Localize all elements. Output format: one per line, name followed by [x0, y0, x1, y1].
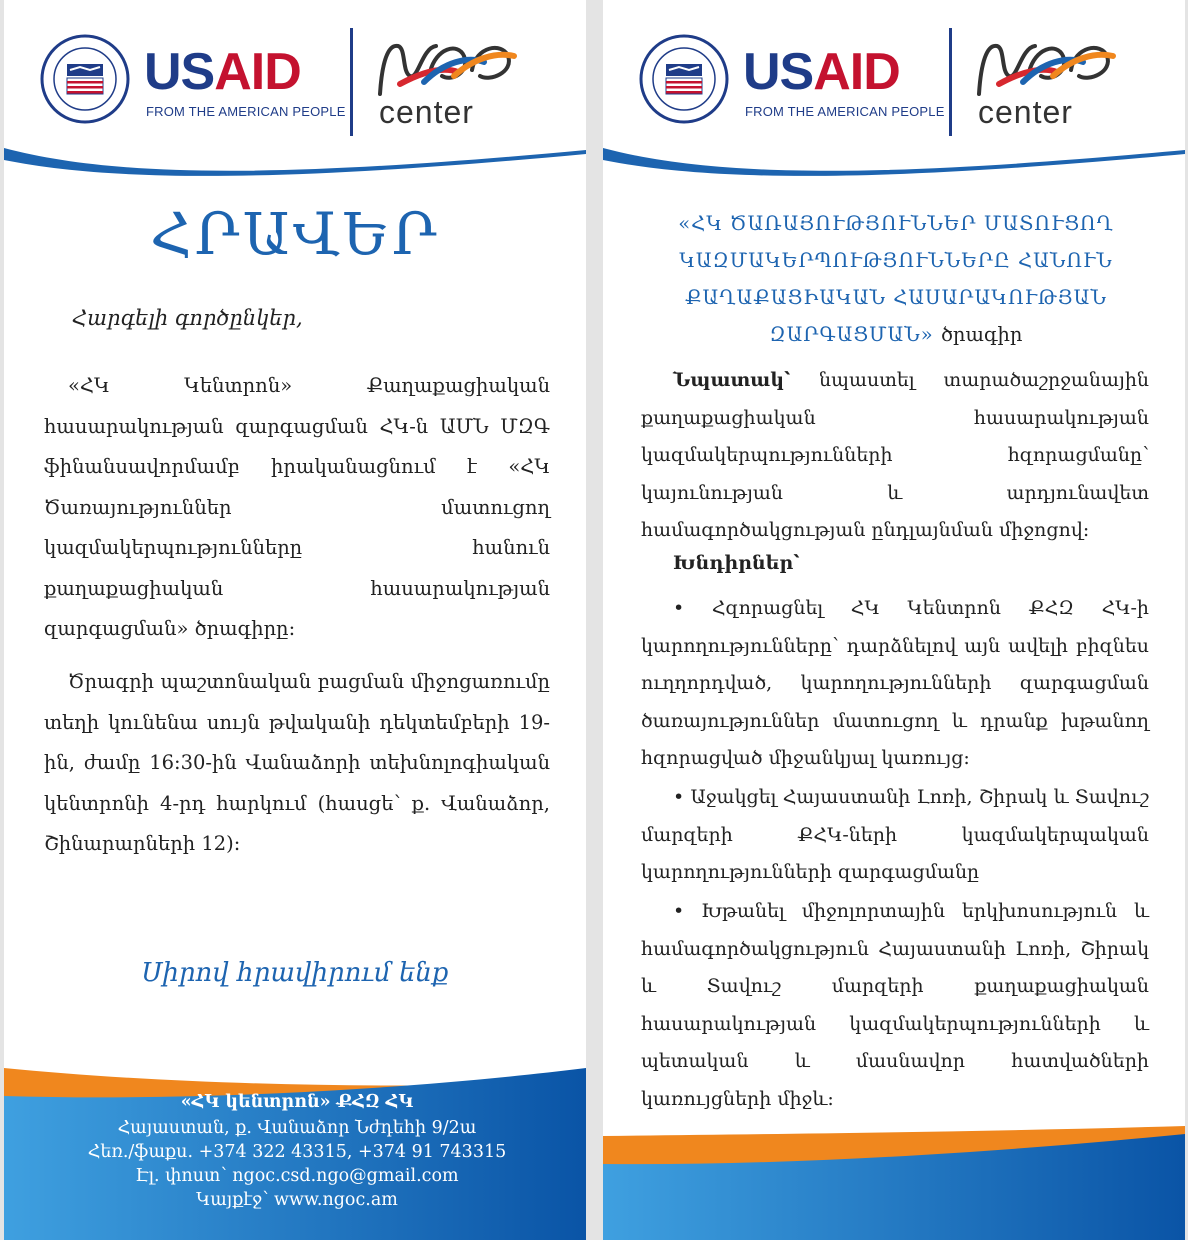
tasks-heading: Խնդիրներ՝	[673, 552, 800, 574]
logo-divider	[350, 28, 353, 136]
ngo-center-wordmark: center	[379, 94, 474, 130]
contact-block	[44, 1090, 550, 1212]
contact-email[interactable]: Էլ. փոստ՝ ngoc.csd.ngo@gmail.com	[135, 1166, 459, 1186]
header-wave	[4, 140, 586, 180]
program-title-suffix: ծրագիր	[940, 323, 1023, 346]
program-title-text: «ՀԿ ԾԱՌԱՅՈՒԹՅՈՒՆՆԵՐ ՄԱՏՈՒՑՈՂ ԿԱԶՄԱԿԵՐՊՈՒԹՅՈՒՆՆԵՐԸ ՀԱՆՈՒՆ ՔԱՂԱՔԱՑԻԱԿԱՆ ՀԱՍԱՐԱԿՈՒԹՅԱՆ ԶԱՐԳԱՑՄԱՆ»	[678, 212, 1114, 346]
header-wave	[603, 140, 1185, 180]
usaid-tagline: FROM THE AMERICAN PEOPLE	[146, 104, 346, 119]
greeting: Հարգելի գործընկեր,	[72, 306, 303, 330]
contact-phone: Հեռ./ֆաքս. +374 322 43315, +374 91 743315	[87, 1142, 507, 1162]
event-paragraph: Ծրագրի պաշտոնական բացման միջոցառումը տեղի կունենա սույն թվականի դեկտեմբերի 19-ին, ժամը 16:30-ին Վանաձորի տեխնոլոգիական կենտրոնի 4-րդ հարկում (հասցե՝ ք. Վանաձոր, Շինարարների 12):	[44, 670, 550, 855]
usaid-wordmark: USAID	[743, 43, 900, 101]
footer-wave	[603, 1126, 1185, 1240]
contact-org: «ՀԿ կենտրոն» ՔՀԶ ՀԿ	[180, 1092, 414, 1112]
task-item: • Աջակցել Հայաստանի Լոռի, Շիրակ և Տավուշ մարզերի ՔՀԿ-ների կազմակերպական կարողությունների զարգացմանը	[641, 786, 1150, 883]
logo-divider	[949, 28, 952, 136]
page-title: ՀՐԱՎԵՐ	[150, 200, 440, 268]
logo-header	[633, 28, 1153, 140]
program-title	[643, 205, 1149, 353]
closing-line: Սիրով հրավիրում ենք	[141, 958, 449, 988]
ngo-center-logo-icon	[971, 32, 1121, 102]
contact-address: Հայաստան, ք. Վանաձոր Նժդեհի 9/2ա	[117, 1118, 477, 1138]
task-item: • Խթանել միջոլորտային երկխոսություն և համագործակցություն Հայաստանի Լոռի, Շիրակ և Տավուշ մարզերի քաղաքացիական հասարակության կազմակերպությունների և պետական և մասնավոր հատվածների կառույցների միջև:	[641, 900, 1150, 1110]
usaid-tagline: FROM THE AMERICAN PEOPLE	[745, 104, 945, 119]
goal-text: նպաստել տարածաշրջանային քաղաքացիական հասարակության կազմակերպությունների հզորացմանը՝ կայունության և արդյունավետ համագործակցության ընդլայնման միջոցով:	[641, 369, 1150, 541]
ngo-center-wordmark: center	[978, 94, 1073, 130]
contact-website[interactable]: Կայքէջ՝ www.ngoc.am	[196, 1190, 398, 1210]
usaid-seal-icon	[40, 34, 130, 124]
usaid-seal-icon	[639, 34, 729, 124]
goal-paragraph	[641, 362, 1149, 550]
program-panel	[603, 0, 1185, 1240]
task-item: • Հզորացնել ՀԿ Կենտրոն ՔՀԶ ՀԿ-ի կարողությունները՝ դարձնելով այն ավելի բիզնես ուղղորդված, կարողությունների զարգացման ծառայություններ մատուցող և դրանք խթանող հզորացված միջանկյալ կառույց:	[641, 597, 1149, 769]
invitation-panel	[4, 0, 586, 1240]
goal-label: Նպատակ՝	[673, 369, 791, 391]
ngo-center-logo-icon	[372, 32, 522, 102]
logo-header	[34, 28, 554, 140]
usaid-wordmark: USAID	[144, 43, 301, 101]
intro-paragraph: «ՀԿ Կենտրոն» Քաղաքացիական հասարակության զարգացման ՀԿ-ն ԱՄՆ ՄԶԳ ֆինանսավորմամբ իրականացնում է «ՀԿ Ծառայություններ մատուցող կազմակերպությունները հանուն քաղաքացիական հասարակության զարգացման» ծրագիրը:	[44, 374, 550, 640]
